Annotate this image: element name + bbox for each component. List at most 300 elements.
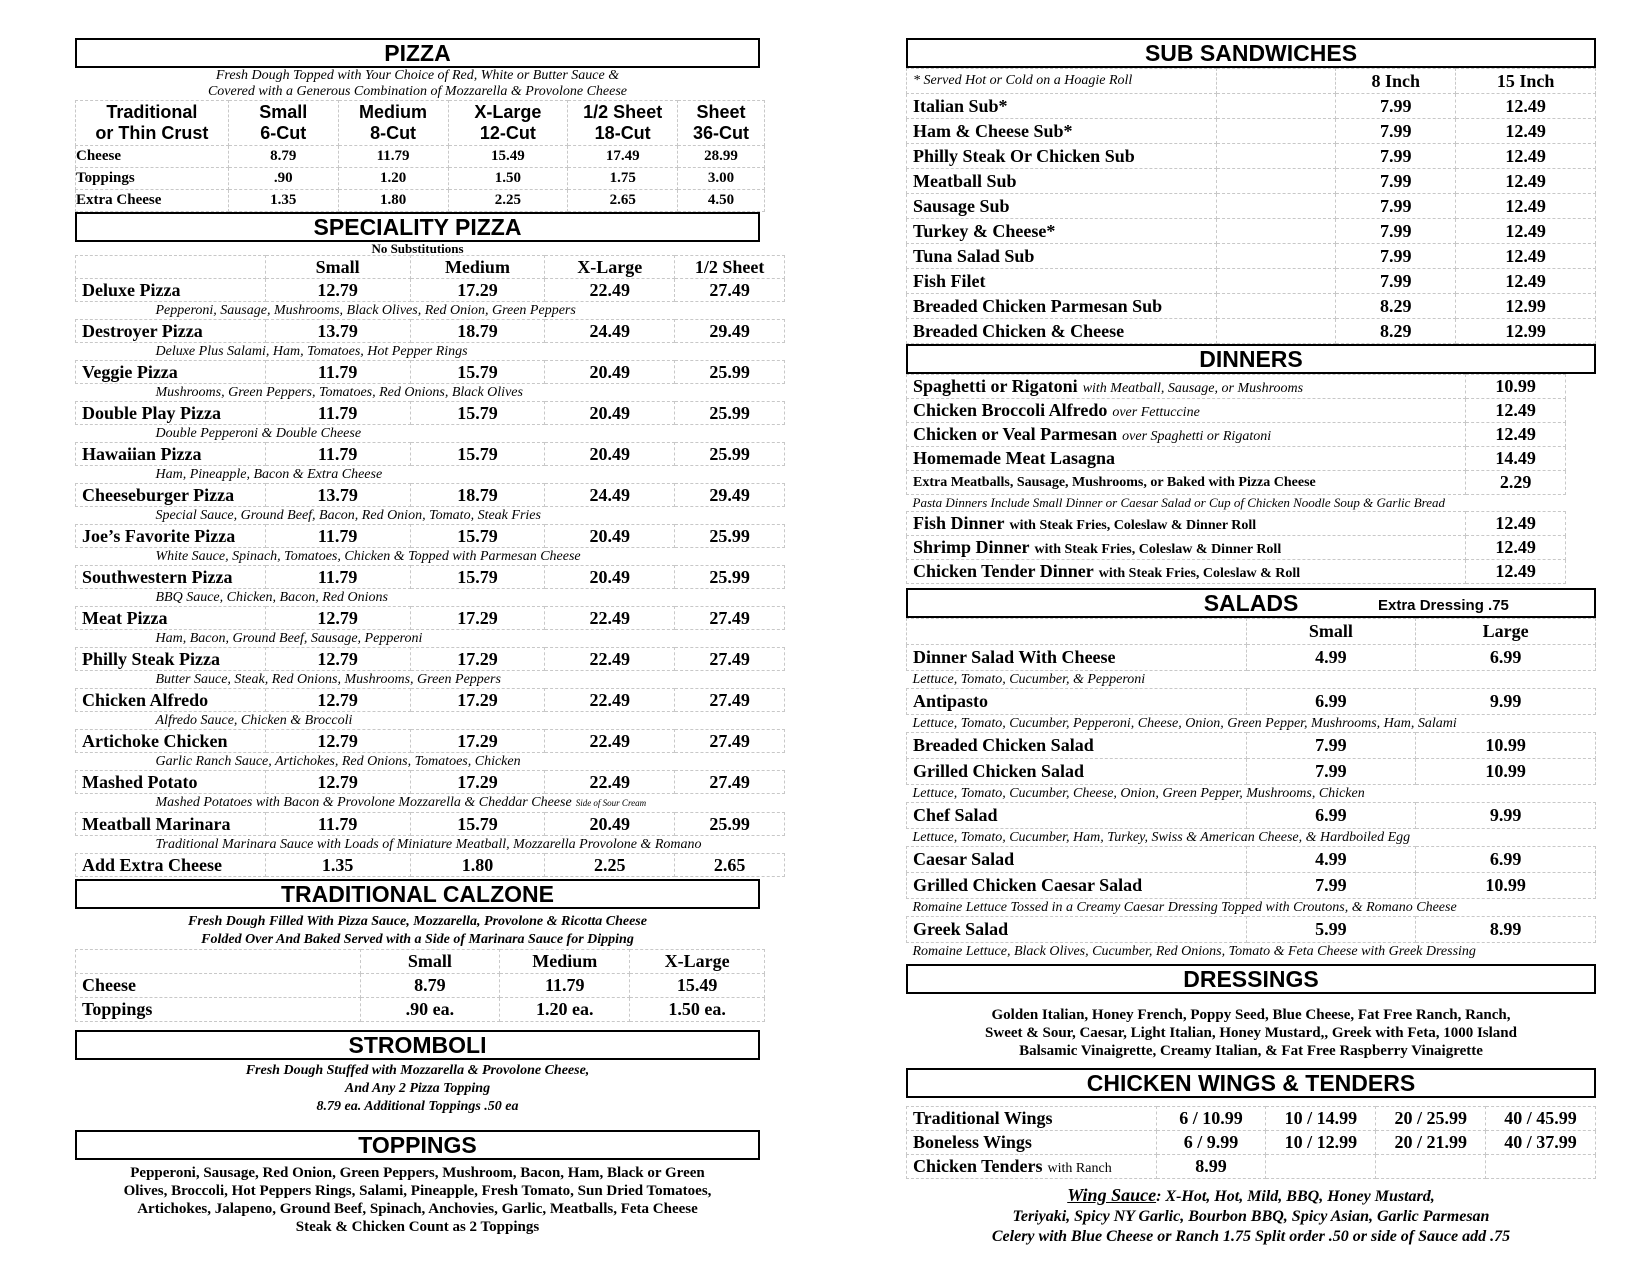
pizza-col-header-line: Traditional — [106, 102, 198, 122]
speciality-item-row — [76, 361, 785, 384]
sub-price-8: 8.29 — [1336, 294, 1456, 319]
speciality-item-row — [76, 813, 785, 836]
salad-row — [907, 917, 1596, 943]
sub-price-8: 7.99 — [1336, 269, 1456, 294]
speciality-item-price: 27.49 — [675, 279, 785, 302]
calzone-price: 15.49 — [630, 974, 765, 998]
speciality-item-desc-text: Butter Sauce, Steak, Red Onions, Mushrooms, Green Peppers — [155, 672, 501, 687]
speciality-item-price: 15.79 — [410, 566, 545, 589]
sub-price-15: 12.49 — [1456, 219, 1596, 244]
salad-name: Chef Salad — [907, 803, 1247, 829]
speciality-item-desc — [76, 425, 785, 443]
speciality-item-price: 13.79 — [265, 484, 410, 507]
sub-price-15: 12.99 — [1456, 319, 1596, 344]
dinner-price: 10.99 — [1466, 375, 1566, 399]
speciality-item-desc-text: Ham, Pineapple, Bacon & Extra Cheese — [155, 467, 383, 482]
salad-price: 10.99 — [1416, 733, 1596, 759]
toppings-line-1: Pepperoni, Sausage, Red Onion, Green Peppers, Mushroom, Bacon, Ham, Black or Green — [130, 1165, 705, 1181]
wing-sauce-list-1: : X-Hot, Hot, Mild, BBQ, Honey Mustard, — [1156, 1188, 1435, 1205]
speciality-item-desc-row — [76, 630, 785, 648]
speciality-item-name: Double Play Pizza — [76, 402, 266, 425]
sub-row — [907, 269, 1596, 294]
speciality-item-row — [76, 484, 785, 507]
speciality-item-price: 18.79 — [410, 484, 545, 507]
salad-row — [907, 873, 1596, 899]
salad-desc: Lettuce, Tomato, Cucumber, Ham, Turkey, Swiss & American Cheese, & Hardboiled Egg — [912, 829, 1411, 845]
speciality-item-price: 11.79 — [265, 566, 410, 589]
speciality-item-price: 15.79 — [410, 402, 545, 425]
toppings-line-4: Steak & Chicken Count as 2 Toppings — [295, 1219, 540, 1235]
pizza-col-header-line: 1/2 Sheet — [583, 102, 663, 122]
dinner-name — [907, 399, 1466, 423]
speciality-item-desc-text: Alfredo Sauce, Chicken & Broccoli — [155, 713, 353, 728]
speciality-item-price: 22.49 — [545, 689, 675, 712]
sub-price-8: 7.99 — [1336, 144, 1456, 169]
speciality-pizza-header: SPECIALITY PIZZA — [75, 212, 760, 242]
speciality-item-price: 12.79 — [265, 279, 410, 302]
dinners-table — [906, 374, 1566, 584]
speciality-item-price: 12.79 — [265, 771, 410, 794]
speciality-item-price: 22.49 — [545, 730, 675, 753]
wing-sauce-line-1 — [906, 1185, 1596, 1207]
pizza-col-header — [338, 101, 448, 146]
dinner-price: 12.49 — [1466, 399, 1566, 423]
sub-row — [907, 294, 1596, 319]
calzone-col-header: X-Large — [630, 950, 765, 974]
speciality-item-name: Meatball Marinara — [76, 813, 266, 836]
salad-name: Antipasto — [907, 689, 1247, 715]
salad-price: 9.99 — [1416, 803, 1596, 829]
pizza-col-header-line: 18-Cut — [594, 123, 651, 143]
wings-price: 40 / 37.99 — [1486, 1131, 1596, 1155]
speciality-item-price: 25.99 — [675, 402, 785, 425]
sub-col-header: 8 Inch — [1336, 69, 1456, 94]
pizza-col-header — [228, 101, 338, 146]
wings-row — [907, 1155, 1596, 1179]
dinner-name-text: Chicken Tender Dinner — [913, 561, 1094, 581]
sub-name: Tuna Salad Sub — [907, 244, 1217, 269]
wings-price — [1266, 1155, 1376, 1179]
wings-price: 10 / 12.99 — [1266, 1131, 1376, 1155]
dinner-row — [907, 423, 1566, 447]
salad-price: 7.99 — [1246, 759, 1416, 785]
wings-name — [907, 1131, 1157, 1155]
speciality-item-name: Destroyer Pizza — [76, 320, 266, 343]
salad-name: Greek Salad — [907, 917, 1247, 943]
calzone-row — [76, 974, 765, 998]
speciality-item-price: 15.79 — [410, 525, 545, 548]
speciality-item-desc — [76, 507, 785, 525]
speciality-header-row — [76, 256, 785, 279]
pizza-header: PIZZA — [75, 38, 760, 68]
dinner-price: 12.49 — [1466, 423, 1566, 447]
speciality-item-price: 25.99 — [675, 443, 785, 466]
speciality-item-price: 17.29 — [410, 279, 545, 302]
sub-price-8: 7.99 — [1336, 169, 1456, 194]
speciality-item-price: 17.29 — [410, 607, 545, 630]
salad-desc-row — [907, 785, 1596, 803]
speciality-item-price: 17.29 — [410, 648, 545, 671]
pizza-row — [76, 168, 765, 190]
speciality-col-header: X-Large — [545, 256, 675, 279]
speciality-item-desc-text: Double Pepperoni & Double Cheese — [155, 426, 362, 441]
pizza-price: 1.80 — [338, 190, 448, 212]
speciality-item-row — [76, 607, 785, 630]
pizza-col-header — [448, 101, 568, 146]
salad-price: 6.99 — [1246, 689, 1416, 715]
wing-sauce-label: Wing Sauce — [1067, 1185, 1157, 1205]
speciality-item-desc — [76, 836, 785, 854]
calzone-row — [76, 998, 765, 1022]
speciality-item-row — [76, 443, 785, 466]
dinner-row — [907, 512, 1566, 536]
right-column — [906, 38, 1596, 1247]
sub-spacer — [1216, 169, 1336, 194]
speciality-item-price: 17.29 — [410, 689, 545, 712]
sub-price-8: 7.99 — [1336, 194, 1456, 219]
sub-col-header: * Served Hot or Cold on a Hoagie Roll — [907, 69, 1217, 94]
pizza-row-label: Extra Cheese — [76, 190, 229, 212]
pizza-col-header-line: 8-Cut — [370, 123, 417, 143]
speciality-item-desc-row — [76, 753, 785, 771]
wings-price: 20 / 25.99 — [1376, 1107, 1486, 1131]
salad-col-header: Large — [1416, 619, 1596, 645]
dinner-name — [907, 560, 1466, 584]
dressings-header: DRESSINGS — [906, 964, 1596, 994]
pizza-col-header — [568, 101, 678, 146]
speciality-item-desc-note: Side of Sour Cream — [575, 798, 647, 808]
salad-price: 4.99 — [1246, 847, 1416, 873]
pizza-row-label: Toppings — [76, 168, 229, 190]
speciality-item-price: 11.79 — [265, 525, 410, 548]
toppings-line-3: Artichokes, Jalapeno, Ground Beef, Spinach, Anchovies, Garlic, Meatballs, Feta Cheese — [137, 1201, 698, 1217]
speciality-item-row — [76, 525, 785, 548]
sub-sandwiches-table — [906, 68, 1596, 344]
speciality-item-price: 11.79 — [265, 402, 410, 425]
calzone-price: 1.20 ea. — [500, 998, 630, 1022]
speciality-item-desc-text: BBQ Sauce, Chicken, Bacon, Red Onions — [155, 590, 388, 605]
salad-desc: Lettuce, Tomato, Cucumber, & Pepperoni — [912, 671, 1146, 687]
sub-row — [907, 94, 1596, 119]
sub-price-8: 7.99 — [1336, 94, 1456, 119]
salad-name: Caesar Salad — [907, 847, 1247, 873]
sub-name: Fish Filet — [907, 269, 1217, 294]
salad-desc-row — [907, 943, 1596, 961]
speciality-item-row — [76, 320, 785, 343]
speciality-item-row — [76, 279, 785, 302]
sub-header-row — [907, 69, 1596, 94]
salad-desc-row — [907, 715, 1596, 733]
calzone-col-header: Medium — [500, 950, 630, 974]
speciality-item-name: Mashed Potato — [76, 771, 266, 794]
sub-name: Sausage Sub — [907, 194, 1217, 219]
speciality-item-row — [76, 689, 785, 712]
speciality-item-price: 2.25 — [545, 854, 675, 877]
speciality-item-desc-row — [76, 425, 785, 443]
dinners-header: DINNERS — [906, 344, 1596, 374]
sub-price-8: 7.99 — [1336, 119, 1456, 144]
speciality-item-desc — [76, 384, 785, 402]
wings-price: 20 / 21.99 — [1376, 1131, 1486, 1155]
wings-row — [907, 1107, 1596, 1131]
salad-price: 6.99 — [1416, 645, 1596, 671]
salad-price: 4.99 — [1246, 645, 1416, 671]
salad-price: 5.99 — [1246, 917, 1416, 943]
sub-name: Turkey & Cheese* — [907, 219, 1217, 244]
speciality-item-price: 20.49 — [545, 566, 675, 589]
dinner-name — [907, 536, 1466, 560]
speciality-item-desc-row — [76, 712, 785, 730]
salad-row — [907, 759, 1596, 785]
speciality-item-price: 25.99 — [675, 813, 785, 836]
pizza-price: 4.50 — [678, 190, 765, 212]
speciality-item-desc-text: Deluxe Plus Salami, Ham, Tomatoes, Hot Pepper Rings — [155, 344, 468, 359]
speciality-item-desc-row — [76, 343, 785, 361]
dinner-row — [907, 560, 1566, 584]
wings-name — [907, 1155, 1157, 1179]
speciality-item-desc-row — [76, 302, 785, 320]
stromboli-desc-1: Fresh Dough Stuffed with Mozzarella & Provolone Cheese, — [245, 1063, 590, 1078]
pizza-col-header-line: 6-Cut — [260, 123, 307, 143]
salad-col-header — [907, 619, 1247, 645]
wings-name — [907, 1107, 1157, 1131]
dinner-name-text: Chicken Broccoli Alfredo — [913, 400, 1108, 420]
sub-spacer — [1216, 144, 1336, 169]
speciality-item-name: Hawaiian Pizza — [76, 443, 266, 466]
speciality-col-header: Small — [265, 256, 410, 279]
speciality-item-price: 27.49 — [675, 730, 785, 753]
speciality-item-row — [76, 730, 785, 753]
sub-spacer — [1216, 269, 1336, 294]
speciality-item-desc-row — [76, 794, 785, 813]
speciality-item-desc-row — [76, 466, 785, 484]
wings-price: 6 / 9.99 — [1156, 1131, 1266, 1155]
sub-price-15: 12.49 — [1456, 194, 1596, 219]
dinner-extra: with Steak Fries, Coleslaw & Dinner Roll — [1009, 518, 1257, 533]
pasta-note: Pasta Dinners Include Small Dinner or Caesar Salad or Cup of Chicken Noodle Soup & Garlic Bread — [912, 495, 1445, 510]
pizza-price: 3.00 — [678, 168, 765, 190]
sub-row — [907, 144, 1596, 169]
pizza-row — [76, 190, 765, 212]
sub-price-15: 12.99 — [1456, 294, 1596, 319]
sub-spacer — [1216, 94, 1336, 119]
speciality-item-desc-row — [76, 589, 785, 607]
dinner-name-text: Shrimp Dinner — [913, 537, 1030, 557]
speciality-item-price: 12.79 — [265, 648, 410, 671]
stromboli-price: 8.79 ea. Additional Toppings .50 ea — [316, 1099, 519, 1114]
sub-name: Philly Steak Or Chicken Sub — [907, 144, 1217, 169]
sub-price-15: 12.49 — [1456, 144, 1596, 169]
speciality-item-row — [76, 854, 785, 877]
speciality-item-price: 22.49 — [545, 648, 675, 671]
speciality-item-price: 25.99 — [675, 361, 785, 384]
sub-name: Meatball Sub — [907, 169, 1217, 194]
speciality-item-desc-text: White Sauce, Spinach, Tomatoes, Chicken & Topped with Parmesan Cheese — [155, 549, 581, 564]
salad-row — [907, 689, 1596, 715]
sub-row — [907, 119, 1596, 144]
extra-dressing-note: Extra Dressing .75 — [1378, 597, 1509, 614]
speciality-item-price: 11.79 — [265, 443, 410, 466]
speciality-item-desc-text: Ham, Bacon, Ground Beef, Sausage, Pepperoni — [155, 631, 423, 646]
salads-table — [906, 618, 1596, 960]
sub-spacer — [1216, 294, 1336, 319]
wings-row — [907, 1131, 1596, 1155]
speciality-item-price: 20.49 — [545, 813, 675, 836]
speciality-item-price: 27.49 — [675, 689, 785, 712]
speciality-item-price: 17.29 — [410, 771, 545, 794]
wings-price: 8.99 — [1156, 1155, 1266, 1179]
wings-name-text: Boneless Wings — [913, 1132, 1032, 1152]
pizza-price: 17.49 — [568, 146, 678, 168]
salad-desc: Lettuce, Tomato, Cucumber, Cheese, Onion, Green Pepper, Mushrooms, Chicken — [912, 785, 1365, 801]
speciality-item-price: 24.49 — [545, 320, 675, 343]
speciality-item-price: 15.79 — [410, 361, 545, 384]
dinner-extra: over Spaghetti or Rigatoni — [1122, 429, 1272, 444]
salad-name: Grilled Chicken Caesar Salad — [907, 873, 1247, 899]
calzone-desc-1: Fresh Dough Filled With Pizza Sauce, Mozzarella, Provolone & Ricotta Cheese — [188, 914, 647, 929]
pizza-desc-1: Fresh Dough Topped with Your Choice of Red, White or Butter Sauce & — [215, 68, 620, 83]
sub-name: Breaded Chicken Parmesan Sub — [907, 294, 1217, 319]
speciality-item-desc-row — [76, 548, 785, 566]
salads-title: SALADS — [1203, 590, 1299, 616]
speciality-item-price: 12.79 — [265, 730, 410, 753]
speciality-item-price: 1.80 — [410, 854, 545, 877]
dinner-name — [907, 375, 1466, 399]
sub-spacer — [1216, 194, 1336, 219]
speciality-item-desc-row — [76, 836, 785, 854]
dinner-name — [907, 423, 1466, 447]
wings-price: 10 / 14.99 — [1266, 1107, 1376, 1131]
dinner-extra: with Steak Fries, Coleslaw & Dinner Roll — [1034, 542, 1282, 557]
salad-name: Grilled Chicken Salad — [907, 759, 1247, 785]
calzone-header: TRADITIONAL CALZONE — [75, 879, 760, 909]
salad-price: 6.99 — [1246, 803, 1416, 829]
speciality-item-price: 17.29 — [410, 730, 545, 753]
dinner-row — [907, 375, 1566, 399]
dinner-name — [907, 447, 1466, 471]
pizza-price: 1.20 — [338, 168, 448, 190]
pasta-note-row — [907, 495, 1566, 512]
sub-spacer — [1216, 244, 1336, 269]
pizza-col-header-line: Small — [259, 102, 308, 122]
speciality-item-desc — [76, 466, 785, 484]
pizza-price: 2.65 — [568, 190, 678, 212]
speciality-item-price: 29.49 — [675, 484, 785, 507]
speciality-item-desc-text: Mashed Potatoes with Bacon & Provolone Mozzarella & Cheddar Cheese — [155, 795, 572, 810]
speciality-item-price: 20.49 — [545, 525, 675, 548]
dinner-extra: with Meatball, Sausage, or Mushrooms — [1082, 381, 1304, 396]
dinner-row — [907, 471, 1566, 495]
calzone-price: 11.79 — [500, 974, 630, 998]
salad-row — [907, 803, 1596, 829]
calzone-price: .90 ea. — [360, 998, 500, 1022]
dinner-name-text: Extra Meatballs, Sausage, Mushrooms, or Baked with Pizza Cheese — [913, 474, 1316, 490]
speciality-item-price: 22.49 — [545, 607, 675, 630]
speciality-item-desc-row — [76, 384, 785, 402]
no-substitutions-note: No Substitutions — [371, 241, 464, 256]
pizza-col-header-line: or Thin Crust — [95, 123, 209, 143]
sub-price-15: 12.49 — [1456, 244, 1596, 269]
salad-desc-row — [907, 899, 1596, 917]
speciality-item-name: Meat Pizza — [76, 607, 266, 630]
speciality-item-row — [76, 566, 785, 589]
wings-table — [906, 1106, 1596, 1179]
salad-price: 6.99 — [1416, 847, 1596, 873]
pizza-col-header — [76, 101, 229, 146]
salad-col-header: Small — [1246, 619, 1416, 645]
calzone-table — [75, 949, 765, 1022]
pizza-header-row — [76, 101, 765, 146]
dinner-price: 12.49 — [1466, 512, 1566, 536]
speciality-item-price: 27.49 — [675, 771, 785, 794]
salad-row — [907, 847, 1596, 873]
calzone-row-label: Toppings — [76, 998, 361, 1022]
pizza-price: 11.79 — [338, 146, 448, 168]
speciality-item-desc-text: Mushrooms, Green Peppers, Tomatoes, Red Onions, Black Olives — [155, 385, 523, 400]
sub-name: Italian Sub* — [907, 94, 1217, 119]
speciality-item-price: 12.79 — [265, 689, 410, 712]
wings-extra: with Ranch — [1047, 1161, 1112, 1176]
dinner-row — [907, 399, 1566, 423]
speciality-item-desc — [76, 712, 785, 730]
wings-price: 40 / 45.99 — [1486, 1107, 1596, 1131]
dinner-name-text: Spaghetti or Rigatoni — [913, 376, 1078, 396]
speciality-item-price: 11.79 — [265, 813, 410, 836]
speciality-item-desc — [76, 794, 785, 813]
sub-price-8: 8.29 — [1336, 319, 1456, 344]
speciality-item-name: Cheeseburger Pizza — [76, 484, 266, 507]
speciality-item-name: Philly Steak Pizza — [76, 648, 266, 671]
pizza-price: 8.79 — [228, 146, 338, 168]
dinner-extra: with Steak Fries, Coleslaw & Roll — [1098, 566, 1301, 581]
dinner-name-text: Homemade Meat Lasagna — [913, 448, 1115, 468]
pizza-price: 15.49 — [448, 146, 568, 168]
sub-price-15: 12.49 — [1456, 169, 1596, 194]
wings-name-text: Traditional Wings — [913, 1108, 1053, 1128]
speciality-item-price: 27.49 — [675, 648, 785, 671]
pizza-price-table — [75, 100, 765, 212]
speciality-item-price: 24.49 — [545, 484, 675, 507]
sub-col-header — [1216, 69, 1336, 94]
salad-row — [907, 645, 1596, 671]
pizza-price: 28.99 — [678, 146, 765, 168]
speciality-col-header: 1/2 Sheet — [675, 256, 785, 279]
pizza-col-header-line: Sheet — [696, 102, 746, 122]
dinner-price: 12.49 — [1466, 536, 1566, 560]
speciality-item-name: Joe’s Favorite Pizza — [76, 525, 266, 548]
pizza-row-label: Cheese — [76, 146, 229, 168]
sub-price-8: 7.99 — [1336, 244, 1456, 269]
salad-desc: Lettuce, Tomato, Cucumber, Pepperoni, Cheese, Onion, Green Pepper, Mushrooms, Ham, Salami — [912, 715, 1457, 731]
pizza-col-header-line: 12-Cut — [479, 123, 536, 143]
speciality-item-desc-text: Special Sauce, Ground Beef, Bacon, Red Onion, Tomato, Steak Fries — [155, 508, 541, 523]
speciality-item-desc — [76, 753, 785, 771]
sub-name: Breaded Chicken & Cheese — [907, 319, 1217, 344]
wings-header: CHICKEN WINGS & TENDERS — [906, 1068, 1596, 1098]
pizza-row — [76, 146, 765, 168]
salad-name: Dinner Salad With Cheese — [907, 645, 1247, 671]
speciality-item-price: 25.99 — [675, 566, 785, 589]
calzone-header-row — [76, 950, 765, 974]
speciality-item-name: Add Extra Cheese — [76, 854, 266, 877]
salad-price: 10.99 — [1416, 873, 1596, 899]
speciality-item-desc-row — [76, 507, 785, 525]
speciality-item-row — [76, 771, 785, 794]
dinner-price: 12.49 — [1466, 560, 1566, 584]
left-column — [75, 38, 765, 1236]
speciality-item-desc — [76, 548, 785, 566]
dinner-name-text: Chicken or Veal Parmesan — [913, 424, 1118, 444]
